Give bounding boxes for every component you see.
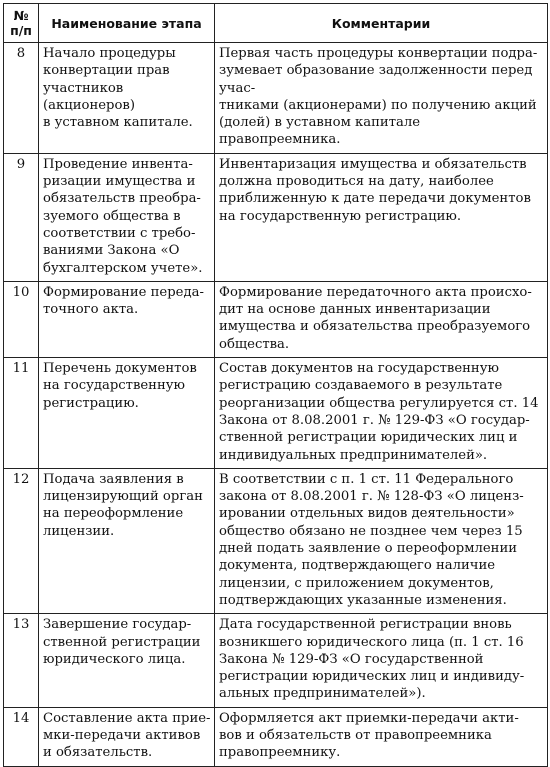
row-stage: Подача заявления в лицензирующий орган на переоформление лицензии. xyxy=(39,468,215,613)
row-num: 12 xyxy=(4,468,39,613)
table-row xyxy=(4,281,548,357)
table-row xyxy=(4,43,548,154)
header-num-line1: № xyxy=(13,8,29,23)
row-stage: Проведение инвента- ризации имущества и обязательств преобра- зуемого общества в соответствии с требо- ваниями Закона «О бухгалтерском учете». xyxy=(39,153,215,281)
header-num xyxy=(4,4,39,43)
row-comment: Формирование передаточного акта происхо- дит на основе данных инвентаризации имущества и обязательства преобразуемого общества. xyxy=(215,281,548,357)
row-comment: Дата государственной регистрации вновь возникшего юридического лица (п. 1 ст. 16 Закона № 129-ФЗ «О государственной регистрации юридических лиц и индивиду- альных предпринимателей»). xyxy=(215,614,548,707)
row-comment: Первая часть процедуры конвертации подра- зумевает образование задолженности перед учас- тниками (акционерами) по получению акций (долей) в уставном капитале правопреемника. xyxy=(215,43,548,154)
header-stage: Наименование этапа xyxy=(39,4,215,43)
table-row xyxy=(4,468,548,613)
table-row xyxy=(4,153,548,281)
row-comment: В соответствии с п. 1 ст. 11 Федерального закона от 8.08.2001 г. № 128-ФЗ «О лиценз- ировании отдельных видов деятельности» общество обязано не позднее чем через 15 дней подать заявление о переоформлении документа, подтверждающего наличие лицензии, с приложением документов, подтверждающих указанные изменения. xyxy=(215,468,548,613)
row-comment: Оформляется акт приемки-передачи акти- вов и обязательств от правопреемника правопреемнику. xyxy=(215,707,548,766)
row-num: 8 xyxy=(4,43,39,154)
table-header-row xyxy=(4,4,548,43)
table-row xyxy=(4,358,548,469)
row-num: 13 xyxy=(4,614,39,707)
table-row xyxy=(4,707,548,766)
row-num: 14 xyxy=(4,707,39,766)
row-stage: Начало процедуры конвертации прав участников (акционеров) в уставном капитале. xyxy=(39,43,215,154)
row-stage: Перечень документов на государственную регистрацию. xyxy=(39,358,215,469)
row-stage: Составление акта прие- мки-передачи активов и обязательств. xyxy=(39,707,215,766)
row-num: 10 xyxy=(4,281,39,357)
header-comment: Комментарии xyxy=(215,4,548,43)
row-num: 11 xyxy=(4,358,39,469)
row-stage: Завершение государ- ственной регистрации юридического лица. xyxy=(39,614,215,707)
row-stage: Формирование переда- точного акта. xyxy=(39,281,215,357)
header-num-line2: п/п xyxy=(10,23,32,38)
row-comment: Состав документов на государственную регистрацию создаваемого в результате реорганизации общества регулируется ст. 14 Закона от 8.08.2001 г. № 129-ФЗ «О государ- ственной регистрации юридических лиц и индивидуальных предпринимателей». xyxy=(215,358,548,469)
procedure-table xyxy=(3,3,548,767)
table-row xyxy=(4,614,548,707)
row-num: 9 xyxy=(4,153,39,281)
row-comment: Инвентаризация имущества и обязательств должна проводиться на дату, наиболее приближенную к дате передачи документов на государственную регистрацию. xyxy=(215,153,548,281)
